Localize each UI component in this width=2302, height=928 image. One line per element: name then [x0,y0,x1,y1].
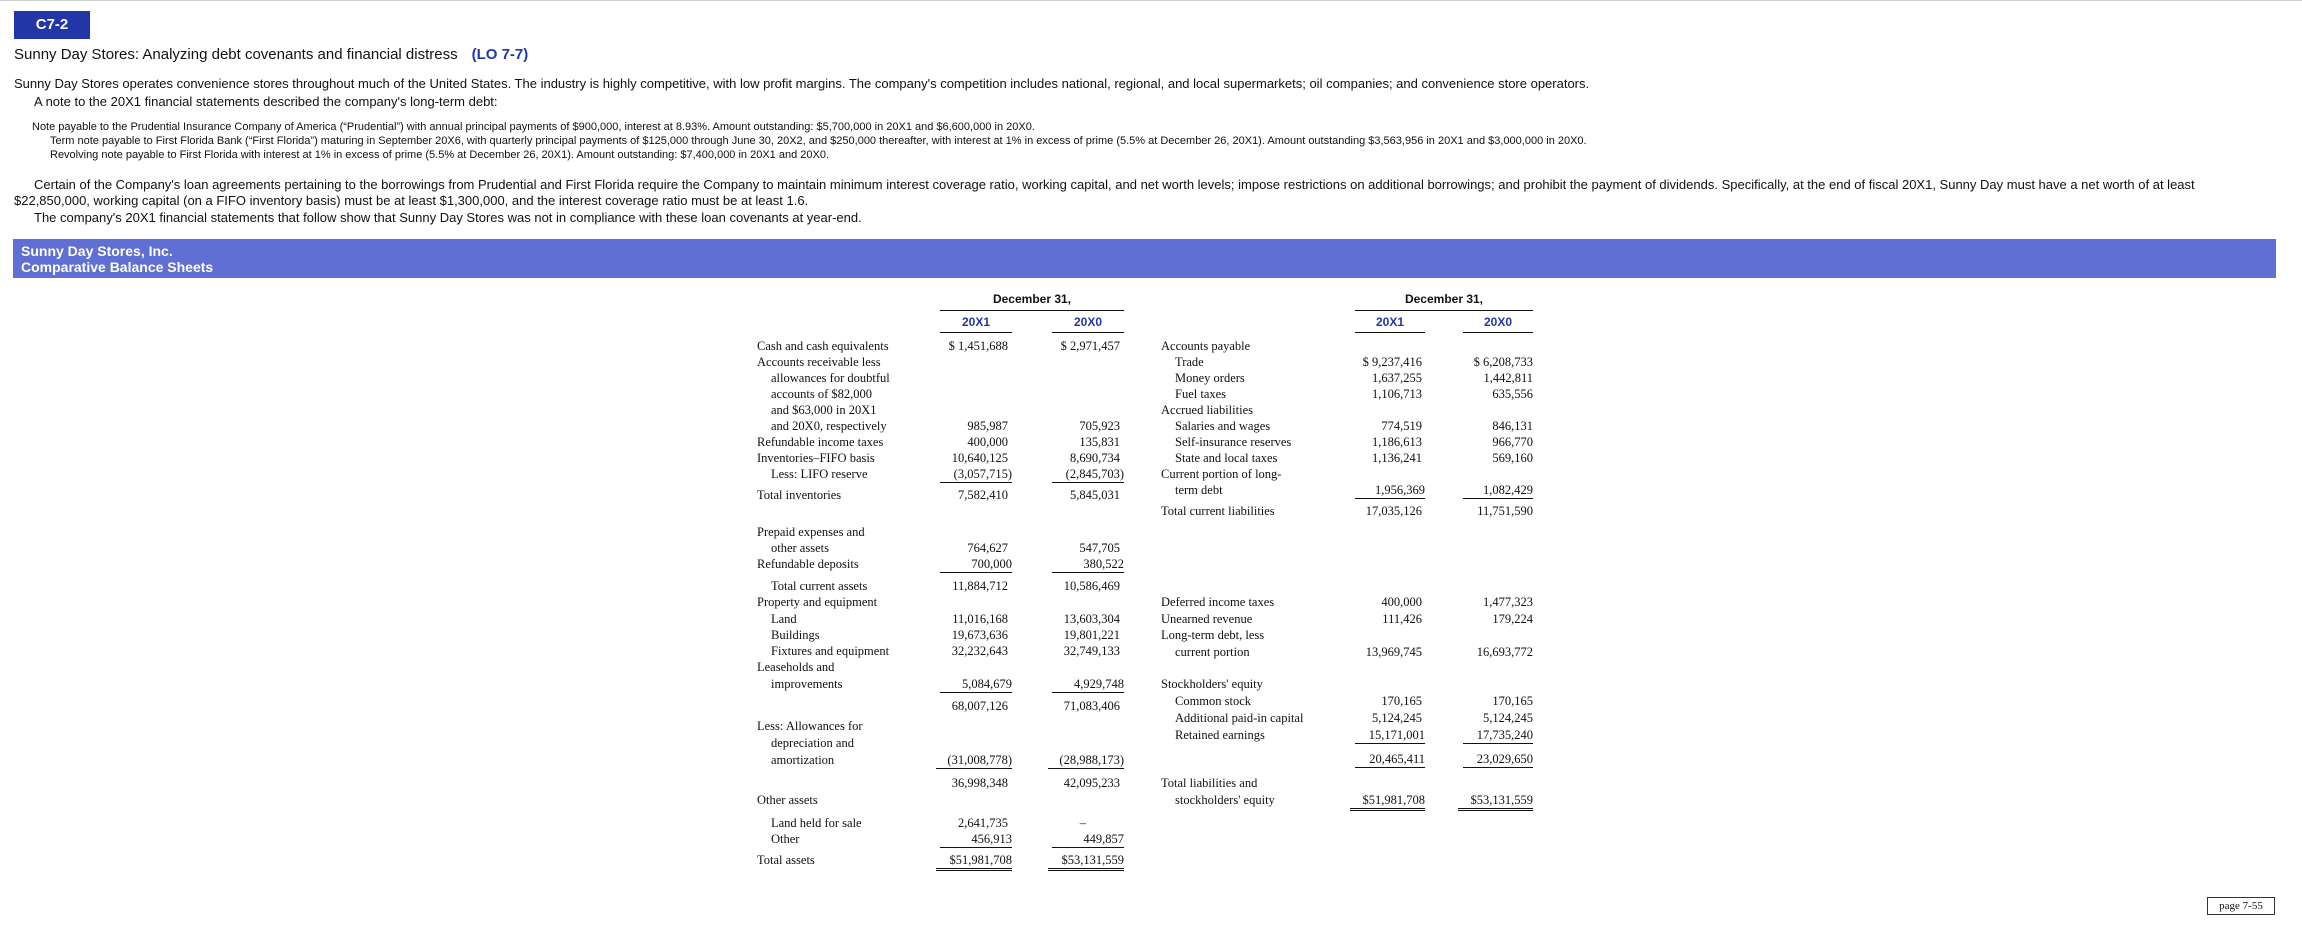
exercise-badge: C7-2 [14,11,90,39]
label-accounts-receivable: Accounts receivable less [757,355,881,369]
left-year-20x0: 20X0 [1073,315,1103,329]
label-total-current-liabilities: Total current liabilities [1161,504,1275,518]
salaries-20x1: 774,519 [1381,419,1422,433]
label-allowances: Less: Allowances for [757,719,863,733]
label-allowances-line3: amortization [771,753,835,767]
salaries-20x0: 846,131 [1492,419,1533,433]
label-current-portion-line2: term debt [1175,483,1223,497]
total-assets-20x0: $53,131,559 [1048,853,1124,871]
label-unearned-revenue: Unearned revenue [1161,612,1253,626]
label-retained-earnings: Retained earnings [1175,728,1265,742]
leaseholds-20x1: 5,084,679 [940,677,1012,693]
total-equity-20x1: 20,465,411 [1355,752,1425,768]
retained-earnings-20x1: 15,171,001 [1355,728,1425,744]
ltd-20x0: 16,693,772 [1476,645,1533,659]
fuel-taxes-20x0: 635,556 [1492,387,1533,401]
label-trade: Trade [1175,355,1204,369]
current-ltd-20x0: 1,082,429 [1463,483,1533,499]
tcl-20x0: 11,751,590 [1477,504,1533,518]
lifo-reserve-20x0: (2,845,703) [1052,467,1124,483]
gross-ppe-20x1: 68,007,126 [951,699,1008,713]
label-fixtures-equipment: Fixtures and equipment [771,644,890,658]
label-deferred-income-taxes: Deferred income taxes [1161,595,1275,609]
label-land-held-for-sale: Land held for sale [771,816,862,830]
allowances-20x1: (31,008,778) [936,753,1012,769]
left-period-header: December 31, [992,292,1072,306]
right-year-rule-20x1 [1355,332,1425,333]
note-prudential: Note payable to the Prudential Insurance Company of America (“Prudential”) with annual principal payments of $900,000, interest at 8.93%. Amount outstanding: $5,700,000 in 20X1 and $6,600,000 in 20X0. [32,121,1035,133]
page-number: page 7-55 [2207,897,2275,915]
trade-20x0: $ 6,208,733 [1473,355,1533,369]
retained-earnings-20x0: 17,735,240 [1463,728,1533,744]
refundable-taxes-20x0: 135,831 [1079,435,1120,449]
total-le-20x0: $53,131,559 [1458,793,1533,811]
lifo-reserve-20x1: (3,057,715) [940,467,1012,483]
deferred-taxes-20x0: 1,477,323 [1483,595,1533,609]
label-land: Land [771,612,797,626]
label-ar-line3: accounts of $82,000 [771,387,873,401]
refundable-deposits-20x0: 380,522 [1052,557,1124,573]
fixtures-20x1: 32,232,643 [951,644,1008,658]
land-20x0: 13,603,304 [1063,612,1120,626]
label-ar-line2: allowances for doubtful [771,371,890,385]
label-prepaid-expenses: Prepaid expenses and [757,525,865,539]
money-orders-20x1: 1,637,255 [1372,371,1422,385]
total-current-assets-20x1: 11,884,712 [952,579,1008,593]
total-equity-20x0: 23,029,650 [1463,752,1533,768]
common-20x1: 170,165 [1381,694,1422,708]
ltd-20x1: 13,969,745 [1365,645,1422,659]
label-property-equipment: Property and equipment [757,595,878,609]
cash-20x0: $ 2,971,457 [1060,339,1120,353]
prepaid-20x1: 764,627 [967,541,1008,555]
label-state-local-taxes: State and local taxes [1175,451,1278,465]
right-period-header: December 31, [1404,292,1484,306]
deferred-taxes-20x1: 400,000 [1381,595,1422,609]
label-total-liabilities-equity-line2: stockholders' equity [1175,793,1275,807]
covenant-paragraph-line1: Certain of the Company's loan agreements pertaining to the borrowings from Prudential and First Florida require the Company to maintain minimum interest coverage ratio, working capital, and net worth levels; impose restrictions on additional borrowings; and prohibit the payment of dividends. Specifically, at the end of fiscal 20X1, Sunny Day must have a net worth of at least [34,177,2195,192]
title-text: Sunny Day Stores: Analyzing debt covenants and financial distress [14,46,458,63]
total-inventories-20x0: 5,845,031 [1070,488,1120,502]
inventories-fifo-20x0: 8,690,734 [1070,451,1120,465]
unearned-20x1: 111,426 [1382,612,1422,626]
right-header-rule [1355,310,1533,311]
label-apic: Additional paid-in capital [1175,711,1304,725]
ar-20x0: 705,923 [1079,419,1120,433]
fixtures-20x0: 32,749,133 [1063,644,1120,658]
other-20x1: 456,913 [940,832,1012,848]
label-total-liabilities-equity: Total liabilities and [1161,776,1258,790]
total-assets-20x1: $51,981,708 [936,853,1012,871]
label-accounts-payable: Accounts payable [1161,339,1251,353]
company-name: Sunny Day Stores, Inc. [21,243,173,259]
left-year-20x1: 20X1 [961,315,991,329]
label-refundable-deposits: Refundable deposits [757,557,859,571]
label-total-current-assets: Total current assets [771,579,868,593]
covenant-paragraph-line2: $22,850,000, working capital (on a FIFO inventory basis) must be at least $1,300,000, and the interest coverage ratio must be at least 1.6. [14,193,809,208]
label-ar-line5: and 20X0, respectively [771,419,887,433]
label-stockholders-equity: Stockholders' equity [1161,677,1263,691]
intro-paragraph: Sunny Day Stores operates convenience stores throughout much of the United States. The industry is highly competitive, with low profit margins. The company's competition includes national, regional, and local supermarkets; oil companies; and convenience store operators. [14,76,1590,91]
label-total-assets: Total assets [757,853,815,867]
allowances-20x0: (28,988,173) [1048,753,1124,769]
leaseholds-20x0: 4,929,748 [1052,677,1124,693]
state-taxes-20x0: 569,160 [1492,451,1533,465]
land-held-20x1: 2,641,735 [958,816,1008,830]
label-leaseholds-line2: improvements [771,677,843,691]
net-ppe-20x0: 42,095,233 [1063,776,1120,790]
label-money-orders: Money orders [1175,371,1245,385]
fuel-taxes-20x1: 1,106,713 [1372,387,1422,401]
land-held-20x0: – [1079,816,1086,830]
cash-20x1: $ 1,451,688 [948,339,1008,353]
state-taxes-20x1: 1,136,241 [1372,451,1422,465]
compliance-statement: The company's 20X1 financial statements that follow show that Sunny Day Stores was not in compliance with these loan covenants at year-end. [34,210,862,225]
statement-header-band [13,239,2276,278]
learning-objective-link[interactable]: (LO 7-7) [471,46,529,63]
left-year-rule-20x0 [1052,332,1124,333]
label-long-term-debt: Long-term debt, less [1161,628,1265,642]
trade-20x1: $ 9,237,416 [1362,355,1422,369]
label-other: Other [771,832,800,846]
exercise-title [14,46,528,63]
self-insurance-20x1: 1,186,613 [1372,435,1422,449]
left-year-rule-20x1 [940,332,1012,333]
label-common-stock: Common stock [1175,694,1252,708]
inventories-fifo-20x1: 10,640,125 [951,451,1008,465]
total-le-20x1: $51,981,708 [1350,793,1425,811]
left-header-rule [940,310,1124,311]
label-salaries-wages: Salaries and wages [1175,419,1271,433]
label-ar-line4: and $63,000 in 20X1 [771,403,877,417]
label-fuel-taxes: Fuel taxes [1175,387,1227,401]
unearned-20x0: 179,224 [1492,612,1533,626]
total-current-assets-20x0: 10,586,469 [1063,579,1120,593]
buildings-20x0: 19,801,221 [1063,628,1120,642]
label-prepaid-line2: other assets [771,541,829,555]
label-accrued-liabilities: Accrued liabilities [1161,403,1253,417]
money-orders-20x0: 1,442,811 [1483,371,1533,385]
common-20x0: 170,165 [1492,694,1533,708]
label-other-assets: Other assets [757,793,818,807]
label-buildings: Buildings [771,628,820,642]
prepaid-20x0: 547,705 [1079,541,1120,555]
right-year-rule-20x0 [1463,332,1533,333]
right-year-20x0: 20X0 [1483,315,1513,329]
apic-20x1: 5,124,245 [1372,711,1422,725]
self-insurance-20x0: 966,770 [1492,435,1533,449]
tcl-20x1: 17,035,126 [1365,504,1422,518]
label-refundable-income-taxes: Refundable income taxes [757,435,884,449]
statement-name: Comparative Balance Sheets [21,259,214,275]
note-term-first-florida: Term note payable to First Florida Bank (“First Florida”) maturing in September 20X6, with quarterly principal payments of $125,000 through June 30, 20X2, and $250,000 thereafter, with interest at 1% in excess of prime (5.5% at December 26, 20X1). Amount outstanding $3,563,956 in 20X1 and $3,000,000 in 20X0. [50,135,1587,147]
total-inventories-20x1: 7,582,410 [958,488,1008,502]
net-ppe-20x1: 36,998,348 [951,776,1008,790]
label-current-portion-ltd: Current portion of long- [1161,467,1282,481]
label-long-term-debt-line2: current portion [1175,645,1250,659]
label-lifo-reserve: Less: LIFO reserve [771,467,868,481]
buildings-20x1: 19,673,636 [951,628,1008,642]
label-inventories-fifo: Inventories–FIFO basis [757,451,875,465]
top-divider [0,0,2302,1]
label-leaseholds: Leaseholds and [757,660,835,674]
gross-ppe-20x0: 71,083,406 [1063,699,1120,713]
ar-20x1: 985,987 [967,419,1008,433]
label-total-inventories: Total inventories [757,488,842,502]
label-cash: Cash and cash equivalents [757,339,889,353]
note-revolving-first-florida: Revolving note payable to First Florida with interest at 1% in excess of prime (5.5% at December 26, 20X1). Amount outstanding: $7,400,000 in 20X1 and 20X0. [50,149,830,161]
intro-note-lead: A note to the 20X1 financial statements described the company's long-term debt: [34,94,498,109]
label-self-insurance: Self-insurance reserves [1175,435,1292,449]
right-year-20x1: 20X1 [1375,315,1405,329]
label-allowances-line2: depreciation and [771,736,854,750]
apic-20x0: 5,124,245 [1483,711,1533,725]
current-ltd-20x1: 1,956,369 [1355,483,1425,499]
land-20x1: 11,016,168 [952,612,1008,626]
refundable-taxes-20x1: 400,000 [967,435,1008,449]
other-20x0: 449,857 [1052,832,1124,848]
refundable-deposits-20x1: 700,000 [940,557,1012,573]
